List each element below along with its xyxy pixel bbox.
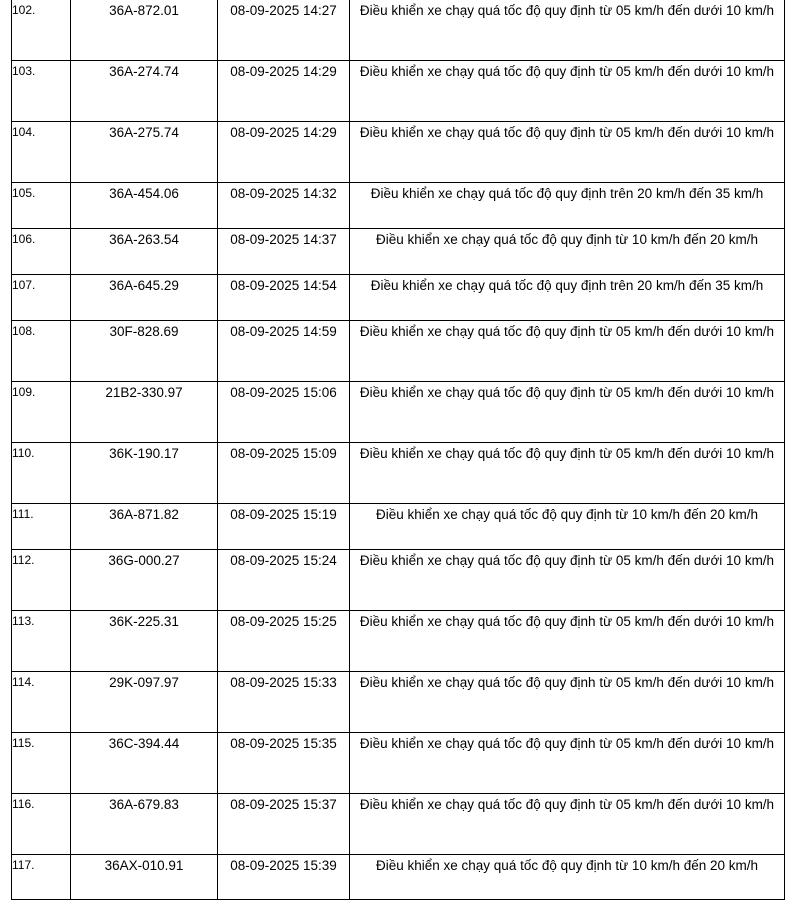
violation-time: 08-09-2025 14:27: [218, 0, 350, 61]
violation-description: Điều khiển xe chạy quá tốc độ quy định từ 05 km/h đến dưới 10 km/h: [350, 122, 785, 183]
violation-description: Điều khiển xe chạy quá tốc độ quy định từ 05 km/h đến dưới 10 km/h: [350, 611, 785, 672]
row-index: 102.: [12, 0, 71, 61]
row-index: 111.: [12, 504, 71, 550]
violation-description: Điều khiển xe chạy quá tốc độ quy định trên 20 km/h đến 35 km/h: [350, 275, 785, 321]
violation-description: Điều khiển xe chạy quá tốc độ quy định từ 10 km/h đến 20 km/h: [350, 229, 785, 275]
violation-time: 08-09-2025 14:29: [218, 61, 350, 122]
violation-description: Điều khiển xe chạy quá tốc độ quy định từ 05 km/h đến dưới 10 km/h: [350, 733, 785, 794]
license-plate: 36A-679.83: [71, 794, 218, 855]
license-plate: 29K-097.97: [71, 672, 218, 733]
violation-description: Điều khiển xe chạy quá tốc độ quy định từ 05 km/h đến dưới 10 km/h: [350, 672, 785, 733]
row-index: 105.: [12, 183, 71, 229]
license-plate: 30F-828.69: [71, 321, 218, 382]
table-row: [12, 122, 785, 183]
table-row: [12, 672, 785, 733]
table-row: [12, 733, 785, 794]
row-index: 108.: [12, 321, 71, 382]
license-plate: 36A-872.01: [71, 0, 218, 61]
violation-time: 08-09-2025 15:37: [218, 794, 350, 855]
violation-time: 08-09-2025 15:39: [218, 855, 350, 900]
row-index: 114.: [12, 672, 71, 733]
license-plate: 36K-225.31: [71, 611, 218, 672]
row-index: 110.: [12, 443, 71, 504]
table-row: [12, 794, 785, 855]
violation-description: Điều khiển xe chạy quá tốc độ quy định trên 20 km/h đến 35 km/h: [350, 183, 785, 229]
license-plate: 36A-454.06: [71, 183, 218, 229]
row-index: 107.: [12, 275, 71, 321]
row-index: 103.: [12, 61, 71, 122]
violation-description: Điều khiển xe chạy quá tốc độ quy định từ 05 km/h đến dưới 10 km/h: [350, 794, 785, 855]
violation-description: Điều khiển xe chạy quá tốc độ quy định từ 05 km/h đến dưới 10 km/h: [350, 382, 785, 443]
table-row: [12, 382, 785, 443]
violation-description: Điều khiển xe chạy quá tốc độ quy định từ 05 km/h đến dưới 10 km/h: [350, 61, 785, 122]
violation-time: 08-09-2025 15:35: [218, 733, 350, 794]
license-plate: 36A-275.74: [71, 122, 218, 183]
license-plate: 36A-871.82: [71, 504, 218, 550]
table-row: [12, 0, 785, 61]
violation-time: 08-09-2025 15:24: [218, 550, 350, 611]
license-plate: 36G-000.27: [71, 550, 218, 611]
table-row: [12, 183, 785, 229]
violations-table-body: [12, 0, 785, 900]
violation-time: 08-09-2025 15:25: [218, 611, 350, 672]
license-plate: 36A-263.54: [71, 229, 218, 275]
violation-time: 08-09-2025 14:29: [218, 122, 350, 183]
row-index: 106.: [12, 229, 71, 275]
license-plate: 36K-190.17: [71, 443, 218, 504]
violation-description: Điều khiển xe chạy quá tốc độ quy định từ 10 km/h đến 20 km/h: [350, 855, 785, 900]
row-index: 117.: [12, 855, 71, 900]
license-plate: 36A-274.74: [71, 61, 218, 122]
row-index: 116.: [12, 794, 71, 855]
violation-time: 08-09-2025 15:19: [218, 504, 350, 550]
table-row: [12, 855, 785, 900]
violation-time: 08-09-2025 14:54: [218, 275, 350, 321]
row-index: 113.: [12, 611, 71, 672]
violation-description: Điều khiển xe chạy quá tốc độ quy định từ 10 km/h đến 20 km/h: [350, 504, 785, 550]
license-plate: 21B2-330.97: [71, 382, 218, 443]
violation-description: Điều khiển xe chạy quá tốc độ quy định từ 05 km/h đến dưới 10 km/h: [350, 550, 785, 611]
row-index: 104.: [12, 122, 71, 183]
violation-time: 08-09-2025 14:32: [218, 183, 350, 229]
table-row: [12, 321, 785, 382]
violation-description: Điều khiển xe chạy quá tốc độ quy định từ 05 km/h đến dưới 10 km/h: [350, 443, 785, 504]
table-row: [12, 443, 785, 504]
table-row: [12, 229, 785, 275]
license-plate: 36AX-010.91: [71, 855, 218, 900]
license-plate: 36A-645.29: [71, 275, 218, 321]
violation-time: 08-09-2025 15:06: [218, 382, 350, 443]
violation-time: 08-09-2025 14:37: [218, 229, 350, 275]
table-row: [12, 275, 785, 321]
violation-time: 08-09-2025 15:09: [218, 443, 350, 504]
violation-description: Điều khiển xe chạy quá tốc độ quy định từ 05 km/h đến dưới 10 km/h: [350, 321, 785, 382]
row-index: 112.: [12, 550, 71, 611]
table-row: [12, 504, 785, 550]
violations-table: [11, 0, 785, 900]
row-index: 115.: [12, 733, 71, 794]
violation-time: 08-09-2025 14:59: [218, 321, 350, 382]
row-index: 109.: [12, 382, 71, 443]
table-row: [12, 61, 785, 122]
license-plate: 36C-394.44: [71, 733, 218, 794]
violation-description: Điều khiển xe chạy quá tốc độ quy định từ 05 km/h đến dưới 10 km/h: [350, 0, 785, 61]
table-row: [12, 611, 785, 672]
table-row: [12, 550, 785, 611]
violation-time: 08-09-2025 15:33: [218, 672, 350, 733]
